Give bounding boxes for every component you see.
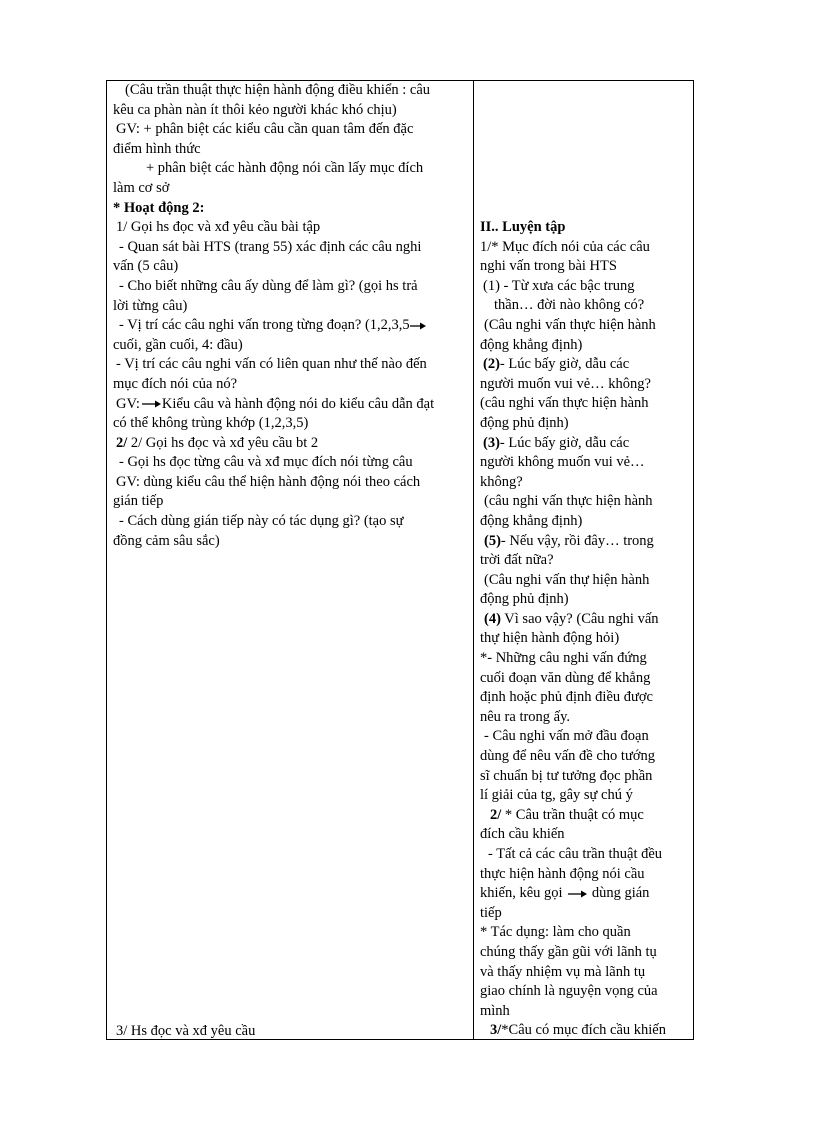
text-line: (2)- Lúc bấy giờ, dẫu các: [483, 356, 630, 373]
text-line: chúng thấy gần gũi với lãnh tụ: [480, 943, 657, 960]
text-line: - Cách dùng gián tiếp này có tác dụng gì? (tạo sự: [119, 513, 404, 530]
text-line: (5)- Nếu vậy, rồi đây… trong: [484, 532, 654, 549]
text-line: sĩ chuẩn bị tư tưởng đọc phần: [480, 767, 653, 784]
text-line: lí giải của tg, gây sự chú ý: [480, 787, 633, 804]
text-line: có thể không trùng khớp (1,2,3,5): [113, 415, 309, 432]
text-line: động khẳng định): [480, 336, 583, 353]
text-line: (câu nghi vấn thực hiện hành: [484, 493, 653, 510]
text-line: mục đích nói của nó?: [113, 375, 238, 392]
text-line: động phủ định): [480, 414, 569, 431]
text-line: 3/*Câu có mục đích cầu khiến: [490, 1022, 666, 1039]
text-line: khiến, kêu gọi dùng gián: [480, 885, 650, 902]
arrow-right-icon: [566, 889, 588, 899]
text-line: cuối đoạn văn dùng để khẳng: [480, 669, 651, 686]
text-line: đích cầu khiến: [480, 826, 565, 843]
text-line: - Vị trí các câu nghi vấn có liên quan như thế nào đến: [116, 356, 427, 373]
text-line: GV: + phân biệt các kiểu câu cần quan tâm đến đặc: [116, 121, 414, 138]
text-line: (1) - Từ xưa các bậc trung: [483, 277, 635, 294]
section-heading: II.. Luyện tập: [480, 219, 566, 235]
teacher-activity-column: [113, 81, 465, 551]
text-line: thự hiện hành động hỏi): [480, 630, 620, 647]
text-line: - Câu nghi vấn mở đầu đoạn: [484, 728, 649, 745]
text-line: điểm hình thức: [113, 140, 201, 157]
text-line: 1/* Mục đích nói của các câu: [480, 238, 650, 255]
text-line: - Cho biết những câu ấy dùng để làm gì? (gọi hs trả: [119, 277, 418, 294]
text-line: thực hiện hành động nói cầu: [480, 865, 645, 882]
text-line: (Câu nghi vấn thực hiện hành: [484, 316, 656, 333]
text-line: (Câu nghi vấn thự hiện hành: [484, 571, 650, 588]
text-line: nghi vấn trong bài HTS: [480, 258, 617, 275]
text-line: tiếp: [480, 904, 502, 921]
text-line: gián tiếp: [113, 493, 164, 510]
text-line: không?: [480, 473, 523, 490]
content-column: [480, 81, 688, 1041]
text-line: * Tác dụng: làm cho quần: [480, 924, 631, 941]
arrow-right-icon: [140, 399, 162, 409]
text-line: - Quan sát bài HTS (trang 55) xác định các câu nghi: [119, 238, 422, 255]
text-line: + phân biệt các hành động nói cần lấy mục đích: [146, 160, 424, 177]
text-line: GV: Kiểu câu và hành động nói do kiểu câu dẫn đạt: [116, 395, 435, 412]
text-line: giao chính là nguyện vọng của: [480, 983, 658, 1000]
text-line: 2/ * Câu trần thuật có mục: [490, 806, 644, 823]
text-line: - Vị trí các câu nghi vấn trong từng đoạn? (1,2,3,5: [113, 316, 465, 336]
section-heading: * Hoạt động 2:: [113, 199, 205, 216]
text-line: mình: [480, 1002, 510, 1019]
text-line: đồng cảm sâu sắc): [113, 532, 220, 549]
text-line: trời đất nữa?: [480, 552, 554, 569]
text-line: - Tất cả các câu trần thuật đều: [488, 846, 663, 862]
text-line: GV: dùng kiểu câu thể hiện hành động nói theo cách: [116, 473, 421, 490]
text-line: dùng để nêu vấn đề cho tướng: [480, 748, 655, 765]
text-line: (câu nghi vấn thực hiện hành: [480, 395, 649, 412]
text-line: 1/ Gọi hs đọc và xđ yêu cầu bài tập: [116, 219, 321, 236]
text-line: (Câu trần thuật thực hiện hành động điều khiển : câu: [125, 82, 431, 98]
text-line: 2/ 2/ Gọi hs đọc và xđ yêu cầu bt 2: [116, 434, 319, 451]
text-line: vấn (5 câu): [113, 258, 179, 275]
text-line: (3)- Lúc bấy giờ, dẫu các: [483, 434, 630, 451]
text-line: định hoặc phủ định điều được: [480, 689, 653, 706]
arrow-right-icon: [410, 321, 426, 331]
text-line: - Gọi hs đọc từng câu và xđ mục đích nói từng câu: [119, 454, 413, 471]
text-line: (4) Vì sao vậy? (Câu nghi vấn: [484, 610, 659, 627]
text-line: nêu ra trong ấy.: [480, 708, 571, 725]
text-line: người muốn vui vẻ… không?: [480, 375, 651, 392]
text-line: *- Những câu nghi vấn đứng: [480, 650, 647, 667]
text-line: cuối, gần cuối, 4: đầu): [113, 336, 243, 353]
text-line: lời từng câu): [113, 297, 188, 314]
text-line: 3/ Hs đọc và xđ yêu cầu: [116, 1023, 256, 1039]
text-line: động phủ định): [480, 591, 569, 608]
text-line: kêu ca phàn nàn ít thôi kẻo người khác khó chịu): [113, 101, 397, 118]
lesson-table: [106, 80, 694, 1040]
text-line: thần… đời nào không có?: [494, 297, 645, 314]
column-divider: [473, 81, 474, 1039]
text-line: động khẳng định): [480, 512, 583, 529]
text-line: người không muốn vui vẻ…: [480, 454, 645, 471]
text-line: và thấy nhiệm vụ mà lãnh tụ: [480, 963, 646, 980]
text-line: làm cơ sở: [113, 179, 170, 196]
